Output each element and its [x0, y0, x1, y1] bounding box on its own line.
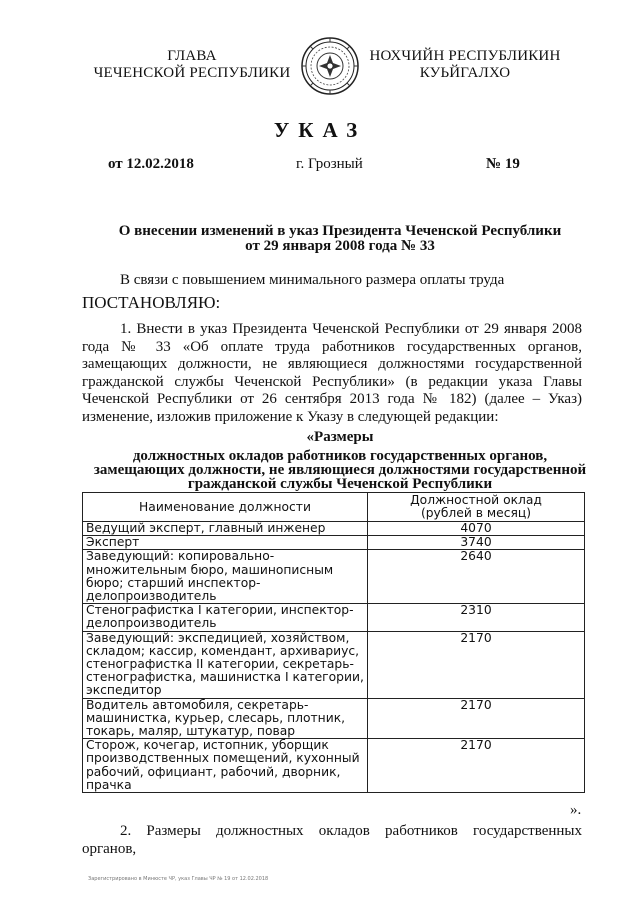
table-row — [83, 536, 585, 550]
appendix-subtitle-line1: должностных окладов работников государственных органов, — [132, 448, 548, 464]
position-name: Заведующий: экспедицией, хозяйством, складом; кассир, комендант, архивариус, стенографистка II категории, секретарь-стенографистка, машинистка I категории, экспедитор — [83, 631, 368, 698]
footer-registration-text: Зарегистрировано в Минюсте ЧР, указ Главы ЧР № 19 от 12.02.2018 — [88, 876, 269, 882]
position-name: Заведующий: копировально-множительным бюро, машинописным бюро; старший инспектор-делопроизводитель — [83, 550, 368, 604]
appendix-subtitle-line3: гражданской службы Чеченской Республики — [187, 476, 493, 492]
salary-value: 3740 — [368, 536, 585, 550]
header-left-line1: ГЛАВА — [167, 48, 217, 64]
coat-of-arms-emblem — [300, 36, 360, 96]
appendix-subtitle — [60, 449, 620, 491]
salary-value: 2170 — [368, 631, 585, 698]
header-right-line2: КУЬЙГАЛХО — [419, 65, 511, 81]
header-right — [360, 48, 570, 82]
point-1-paragraph: 1. Внести в указ Президента Чеченской Республики от 29 января 2008 года № 33 «Об оплате труда работников государственных органов, замещающих должности, не являющиеся должностями государственной гражданской службы Чеченской Республики» (в редакции указа Главы Чеченской Республики от 26 сентября 2013 года № 182) (далее – Указ) изменение, изложив приложение к Указу в следующей редакции: — [82, 321, 582, 425]
header-left-line2: ЧЕЧЕНСКОЙ РЕСПУБЛИКИ — [93, 65, 291, 81]
header-left — [82, 48, 302, 82]
column-header-position: Наименование должности — [83, 493, 368, 522]
table-header-row — [83, 493, 585, 522]
salary-value: 2170 — [368, 739, 585, 793]
column-header-salary — [368, 493, 585, 522]
table-row — [83, 550, 585, 604]
column-header-salary-line1: Должностной оклад — [410, 493, 542, 507]
table-row — [83, 739, 585, 793]
decree-city: г. Грозный — [296, 156, 363, 172]
table-row — [83, 698, 585, 739]
appendix-subtitle-line2: замещающих должности, не являющиеся должностями государственной — [93, 462, 587, 478]
position-name: Водитель автомобиля, секретарь-машинистка, курьер, слесарь, плотник, токарь, маляр, штукатур, повар — [83, 698, 368, 739]
point-2-paragraph: 2. Размеры должностных окладов работников государственных органов, — [82, 823, 582, 857]
subject-line1: О внесении изменений в указ Президента Чеченской Республики — [118, 223, 562, 239]
salary-value: 2170 — [368, 698, 585, 739]
position-name: Сторож, кочегар, истопник, уборщик производственных помещений, кухонный рабочий, официант, рабочий, дворник, прачка — [83, 739, 368, 793]
closing-quote: ». — [570, 802, 582, 818]
decree-word: ПОСТАНОВЛЯЮ: — [82, 293, 221, 312]
salary-value: 4070 — [368, 522, 585, 536]
intro-paragraph: В связи с повышением минимального размера оплаты труда — [120, 272, 505, 288]
position-name: Стенографистка I категории, инспектор-делопроизводитель — [83, 604, 368, 631]
decree-number: № 19 — [486, 156, 520, 172]
subject-line2: от 29 января 2008 года № 33 — [245, 238, 435, 254]
decree-subject — [60, 224, 620, 254]
decree-date: от 12.02.2018 — [108, 156, 194, 172]
appendix-title: «Размеры — [306, 429, 374, 445]
column-header-salary-line2: (рублей в месяц) — [420, 506, 532, 520]
position-name: Эксперт — [83, 536, 368, 550]
document-title: УКАЗ — [273, 118, 367, 142]
table-row — [83, 522, 585, 536]
salary-value: 2640 — [368, 550, 585, 604]
salary-table — [82, 492, 585, 793]
position-name: Ведущий эксперт, главный инженер — [83, 522, 368, 536]
table-row — [83, 631, 585, 698]
header-right-line1: НОХЧИЙН РЕСПУБЛИКИН — [369, 48, 561, 64]
salary-value: 2310 — [368, 604, 585, 631]
table-row — [83, 604, 585, 631]
